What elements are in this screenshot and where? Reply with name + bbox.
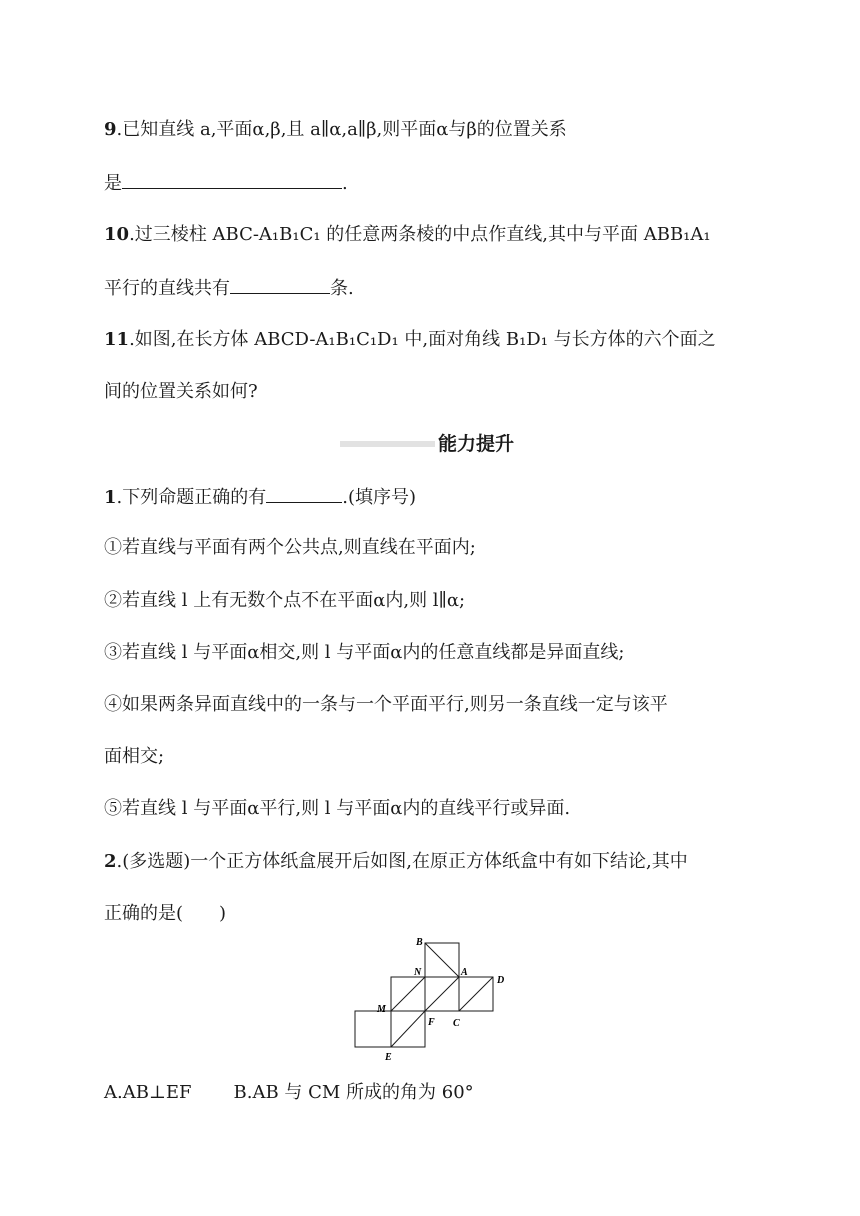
label-B: B — [416, 937, 423, 948]
p1-line1 — [104, 484, 416, 510]
p1-item-4: ④如果两条异面直线中的一条与一个平面平行,则另一条直线一定与该平 — [104, 694, 668, 715]
p2-cont: 正确的是( ) — [104, 903, 227, 924]
p1-pre: .下列命题正确的有 — [116, 487, 267, 508]
net-diagonal-MN — [391, 977, 425, 1011]
q11-line2 — [104, 380, 258, 404]
p1-post: .(填序号) — [342, 487, 417, 508]
option-B[interactable]: B.AB 与 CM 所成的角为 60° — [233, 1082, 474, 1103]
q9-line2 — [104, 170, 348, 196]
p2-line2 — [104, 902, 226, 926]
q10-line2 — [104, 275, 354, 301]
p1-item-1: ①若直线与平面有两个公共点,则直线在平面内; — [104, 537, 476, 558]
label-F: F — [428, 1017, 435, 1028]
p1-item-5: ⑤若直线 l 与平面α平行,则 l 与平面α内的直线平行或异面. — [104, 798, 571, 819]
q9-text: .已知直线 a,平面α,β,且 a∥α,a∥β,则平面α与β的位置关系 — [116, 119, 567, 140]
q9-line1 — [104, 118, 567, 142]
p1-number: 1 — [104, 487, 117, 508]
q10-number: 10 — [104, 224, 130, 245]
p2-text: .(多选题)一个正方体纸盒展开后如图,在原正方体纸盒中有如下结论,其中 — [116, 851, 688, 872]
p2-line1 — [104, 850, 688, 874]
net-diagonal-NA — [425, 977, 459, 1011]
label-E: E — [385, 1052, 392, 1063]
p1-item-4-cont: 面相交; — [104, 746, 165, 767]
section-title: 能力提升 — [438, 433, 515, 455]
q9-cont-post: . — [342, 173, 348, 194]
net-diagonal-CD — [459, 977, 493, 1011]
q10-cont-post: 条. — [330, 278, 354, 299]
q11-line1 — [104, 328, 716, 352]
q10-text: .过三棱柱 ABC-A₁B₁C₁ 的任意两条棱的中点作直线,其中与平面 ABB₁A₁ — [129, 224, 711, 245]
q9-number: 9 — [104, 119, 117, 140]
q10-cont-pre: 平行的直线共有 — [104, 278, 230, 299]
p2-number: 2 — [104, 851, 117, 872]
label-C: C — [453, 1018, 460, 1029]
q9-cont-pre: 是 — [104, 173, 122, 194]
q10-answer-blank[interactable] — [230, 275, 330, 294]
q11-cont: 间的位置关系如何? — [104, 381, 258, 402]
q11-number: 11 — [104, 329, 130, 350]
label-A: A — [461, 967, 468, 978]
p1-answer-blank[interactable] — [266, 484, 342, 503]
net-square-left — [355, 1011, 391, 1047]
p1-item-2: ②若直线 l 上有无数个点不在平面α内,则 l∥α; — [104, 590, 466, 611]
label-M: M — [377, 1004, 386, 1015]
section-bar — [340, 441, 435, 447]
options-row — [104, 1081, 474, 1105]
cube-net-figure — [340, 935, 520, 1070]
p1-item-3: ③若直线 l 与平面α相交,则 l 与平面α内的任意直线都是异面直线; — [104, 642, 625, 663]
q9-answer-blank[interactable] — [122, 170, 342, 189]
q10-line1 — [104, 223, 711, 247]
net-diagonal-BA — [425, 943, 459, 977]
q11-text: .如图,在长方体 ABCD-A₁B₁C₁D₁ 中,面对角线 B₁D₁ 与长方体的六个面之 — [129, 329, 716, 350]
net-diagonal-EF — [391, 1011, 425, 1047]
label-D: D — [497, 975, 505, 986]
label-N: N — [414, 967, 422, 978]
option-A[interactable]: A.AB⊥EF — [104, 1082, 192, 1103]
